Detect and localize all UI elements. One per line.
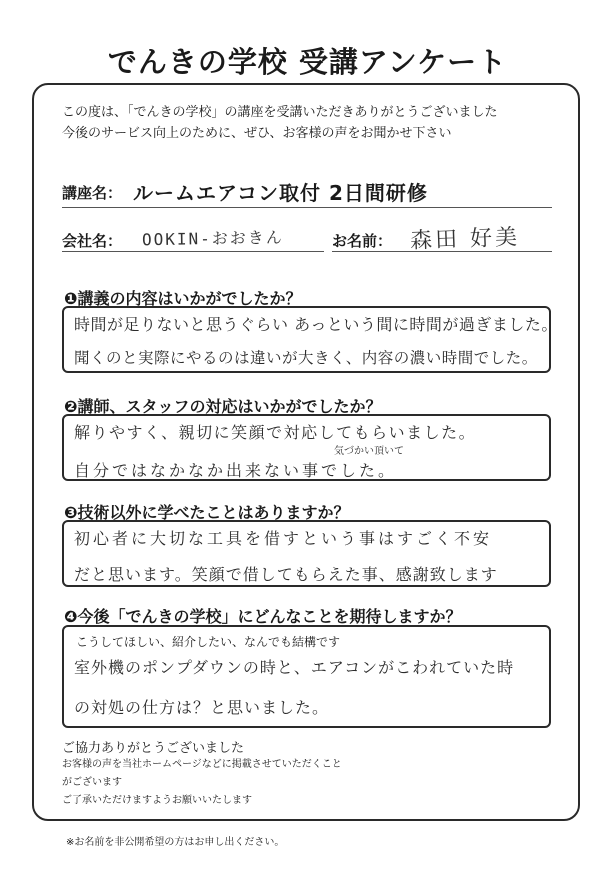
page-title: でんきの学校 受講アンケート	[107, 45, 508, 79]
question-3-label: ❸技術以外に学べたことはありますか？	[64, 503, 350, 522]
answer-2-insertion: 気づかい頂いて	[334, 446, 404, 457]
publication-note-line-1: お客様の声を当社ホームページなどに掲載させていただくこと	[62, 759, 342, 770]
footer-note: ※お名前を非公開希望の方はお申し出ください。	[66, 837, 285, 848]
publication-note-line-3: ご了承いただけますようお願いいたします	[62, 795, 252, 806]
answer-2-line-1: 解りやすく、親切に笑顔で対応してもらいました。	[74, 423, 477, 442]
thanks-text: ご協力ありがとうございました	[62, 741, 245, 756]
answer-4-line-2: の対処の仕方は？と思いました。	[74, 698, 330, 717]
course-label: 講座名：	[62, 184, 123, 202]
intro-line-2: 今後のサービス向上のために、ぜひ、お客様の声をお聞かせ下さい	[62, 126, 452, 141]
answer-1-line-1: 時間が足りないと思うぐらい あっという間に時間が過ぎました。	[74, 315, 558, 334]
company-value: OOKIN-おおきん	[141, 227, 284, 250]
company-underline	[62, 251, 324, 252]
publication-note-line-2: がございます	[62, 777, 122, 788]
question-2-label: ❷講師、スタッフの対応はいかがでしたか？	[64, 397, 382, 416]
name-underline	[332, 251, 552, 252]
question-4-label: ❹今後「でんきの学校」にどんなことを期待しますか？	[64, 607, 462, 626]
question-1-answer-box	[62, 306, 558, 373]
course-value: ルームエアコン取付 2日間研修	[133, 181, 428, 205]
question-3-answer-box	[62, 520, 551, 587]
question-4-answer-box	[62, 625, 551, 728]
question-1-label: ❶講義の内容はいかがでしたか？	[64, 289, 302, 308]
question-2-answer-box	[62, 414, 551, 481]
answer-3-line-2: だと思います。笑顔で借してもらえた事、感謝致します	[74, 565, 498, 584]
answer-3-line-1: 初心者に大切な工具を借すという事はすごく不安	[74, 529, 493, 548]
intro-line-1: この度は、「でんきの学校」の講座を受講いただきありがとうございました	[62, 105, 498, 120]
answer-4-line-1: 室外機のポンプダウンの時と、エアコンがこわれていた時	[74, 658, 515, 677]
name-value: 森田 好美	[409, 225, 521, 254]
answer-2-line-2: 自分ではなかなか出来ない事でした。	[74, 461, 398, 480]
company-label: 会社名：	[62, 232, 123, 250]
answer-4-hint: こうしてほしい、紹介したい、なんでも結構です	[76, 635, 341, 649]
name-label: お名前：	[332, 232, 393, 250]
answer-1-line-2: 聞くのと実際にやるのは違いが大きく、内容の濃い時間でした。	[74, 349, 538, 367]
course-underline	[62, 207, 552, 208]
